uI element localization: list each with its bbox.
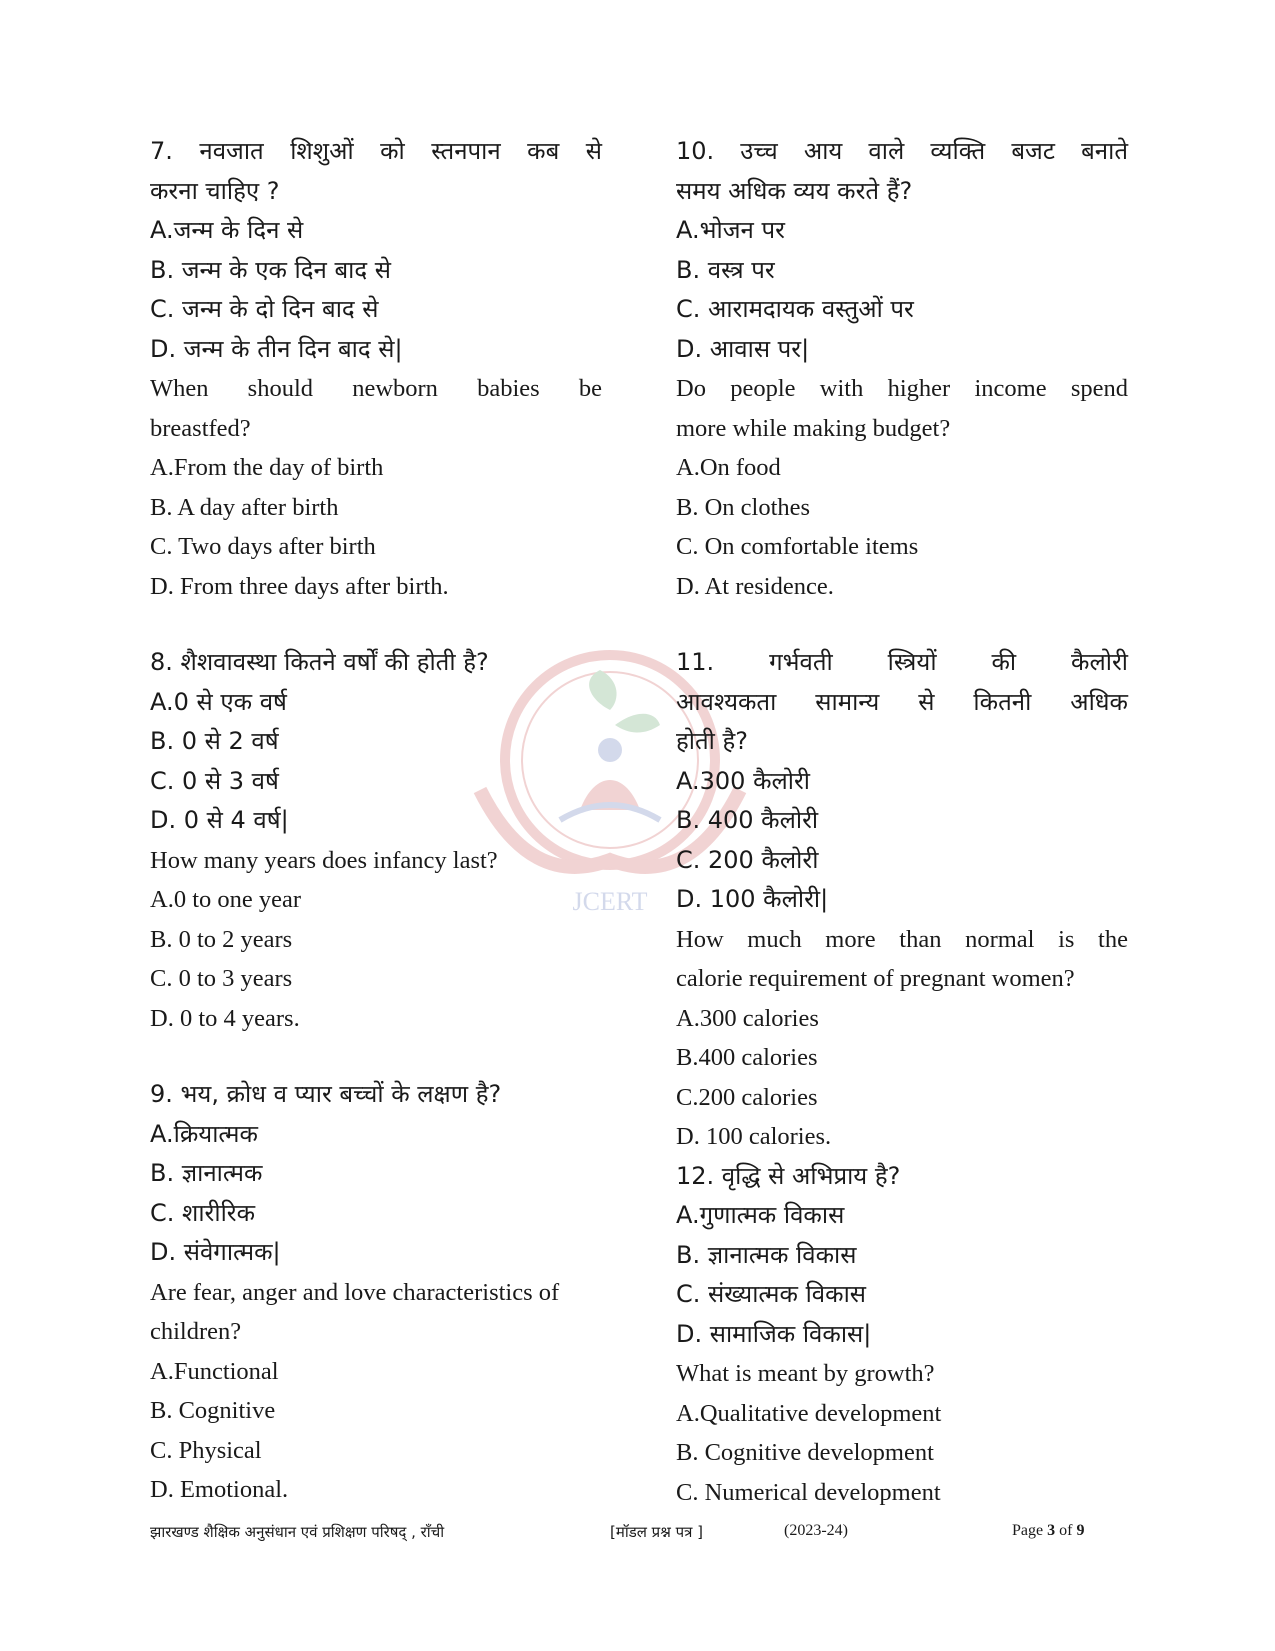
option-hindi: B. ज्ञानात्मक विकास [676, 1240, 857, 1269]
question-hindi-line: करना चाहिए ? [150, 176, 280, 205]
page-prefix: Page [1012, 1522, 1044, 1539]
question-hindi-line: 11. गर्भवती स्त्रियों की कैलोरी [676, 648, 1128, 676]
option-hindi: A.भोजन पर [676, 216, 785, 244]
footer-paper-type: [मॉडल प्रश्न पत्र ] [610, 1523, 703, 1541]
option-hindi: A.0 से एक वर्ष [150, 687, 287, 716]
option-english: D. From three days after birth. [150, 572, 449, 600]
option-english: C. On comfortable items [676, 533, 919, 560]
question-hindi-line: 12. वृद्धि से अभिप्राय है? [676, 1161, 901, 1190]
option-english: D. Emotional. [150, 1476, 289, 1503]
question-hindi-line: आवश्यकता सामान्य से कितनी अधिक [676, 687, 1128, 716]
option-english: C.200 calories [676, 1083, 818, 1111]
option-hindi: B. 400 कैलोरी [676, 806, 819, 834]
option-hindi: C. आरामदायक वस्तुओं पर [676, 295, 914, 323]
page-of: of [1059, 1522, 1073, 1539]
footer-year: (2023-24) [784, 1522, 848, 1539]
question-english-line: How many years does infancy last? [150, 846, 498, 874]
question-english-line: calorie requirement of pregnant women? [676, 965, 1075, 992]
option-hindi: C. शारीरिक [150, 1198, 256, 1227]
option-english: B. Cognitive [150, 1397, 276, 1424]
option-english: B. A day after birth [150, 493, 339, 521]
question-hindi-line: होती है? [676, 727, 748, 755]
option-hindi: A.गुणात्मक विकास [676, 1201, 845, 1229]
question-english-line: What is meant by growth? [676, 1360, 935, 1387]
option-english: C. Numerical development [676, 1478, 941, 1506]
option-english: A.On food [676, 454, 781, 481]
footer-council-name: झारखण्ड शैक्षिक अनुसंधान एवं प्रशिक्षण परिषद् , राँची [150, 1523, 445, 1541]
option-english: A.0 to one year [150, 886, 302, 913]
question-12 [676, 1157, 1128, 1513]
question-english-line: When should newborn babies be [150, 375, 602, 402]
question-hindi-line: 8. शैशवावस्था कितने वर्षों की होती है? [150, 648, 489, 676]
option-english: A.Qualitative development [676, 1399, 942, 1427]
option-english: A.Functional [150, 1357, 279, 1385]
left-column [150, 132, 602, 1510]
question-english-line: breastfed? [150, 414, 251, 442]
option-hindi: B. ज्ञानात्मक [150, 1159, 263, 1187]
right-column [676, 132, 1128, 1512]
question-9 [150, 1075, 602, 1510]
question-8 [150, 643, 602, 1038]
question-english-line: Are fear, anger and love characteristics of [150, 1278, 560, 1306]
question-english-line: Do people with higher income spend [676, 375, 1128, 402]
option-hindi: A.क्रियात्मक [150, 1119, 258, 1148]
option-hindi: C. संख्यात्मक विकास [676, 1280, 867, 1308]
question-english-line: How much more than normal is the [676, 925, 1128, 953]
option-hindi: D. संवेगात्मक| [150, 1238, 281, 1266]
question-11 [676, 643, 1128, 1157]
option-hindi: C. जन्म के दो दिन बाद से [150, 295, 379, 323]
option-english: C. Physical [150, 1436, 262, 1464]
option-hindi: B. 0 से 2 वर्ष [150, 727, 279, 755]
option-english: D. 100 calories. [676, 1123, 832, 1150]
page-current: 3 [1047, 1522, 1056, 1539]
option-hindi: D. सामाजिक विकास| [676, 1319, 872, 1348]
question-hindi-line: 10. उच्च आय वाले व्यक्ति बजट बनाते [676, 137, 1128, 165]
option-hindi: D. 100 कैलोरी| [676, 885, 829, 913]
option-hindi: D. आवास पर| [676, 334, 810, 363]
page-total: 9 [1076, 1522, 1085, 1539]
question-hindi-line: समय अधिक व्यय करते हैं? [676, 176, 913, 205]
watermark-label: JCERT [572, 887, 648, 916]
option-hindi: C. 200 कैलोरी [676, 845, 819, 874]
option-hindi: B. जन्म के एक दिन बाद से [150, 255, 391, 284]
question-7 [150, 132, 602, 606]
option-hindi: A.जन्म के दिन से [150, 216, 304, 244]
footer-page-number [1012, 1522, 1084, 1540]
option-english: B. Cognitive development [676, 1439, 934, 1466]
option-english: A.From the day of birth [150, 454, 384, 481]
question-10 [676, 132, 1128, 606]
spacer [150, 1038, 602, 1075]
option-english: C. 0 to 3 years [150, 965, 293, 992]
question-english-line: children? [150, 1318, 242, 1345]
option-english: B. 0 to 2 years [150, 925, 293, 953]
option-english: D. At residence. [676, 572, 834, 600]
option-hindi: D. 0 से 4 वर्ष| [150, 806, 289, 834]
option-english: D. 0 to 4 years. [150, 1004, 300, 1032]
option-hindi: D. जन्म के तीन दिन बाद से| [150, 334, 403, 363]
spacer [676, 606, 1128, 643]
question-hindi-line: 9. भय, क्रोध व प्यार बच्चों के लक्षण है? [150, 1080, 502, 1108]
option-english: A.300 calories [676, 1004, 819, 1032]
option-english: B.400 calories [676, 1044, 818, 1071]
option-hindi: B. वस्त्र पर [676, 255, 775, 284]
question-hindi-line: 7. नवजात शिशुओं को स्तनपान कब से [150, 137, 602, 165]
option-hindi: A.300 कैलोरी [676, 766, 811, 795]
option-english: B. On clothes [676, 493, 811, 521]
option-english: C. Two days after birth [150, 533, 376, 560]
option-hindi: C. 0 से 3 वर्ष [150, 766, 279, 795]
spacer [150, 606, 602, 643]
question-english-line: more while making budget? [676, 414, 951, 442]
